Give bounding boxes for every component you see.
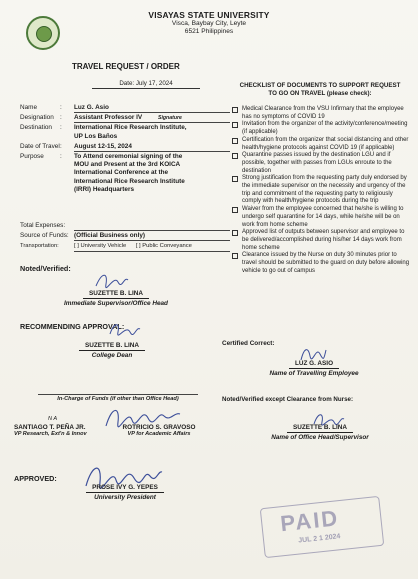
funds-in-charge-label: In-Charge of Funds (if other than Office Head)	[38, 394, 198, 402]
paid-stamp	[260, 496, 385, 558]
address-line-2: 6521 Philippines	[184, 28, 234, 35]
certified-correct-label: Certified Correct:	[222, 340, 275, 347]
transport-public-conveyance[interactable]: [ ] Public Conveyance	[135, 243, 192, 250]
document-title: TRAVEL REQUEST / ORDER	[72, 62, 180, 71]
designation-row: Designation : Assistant Professor IV Signature	[20, 114, 230, 123]
name-value: Luz G. Asio	[74, 104, 230, 113]
purpose-line-5: (IRRI) Headquarters	[74, 185, 135, 193]
checkbox[interactable]	[232, 230, 238, 236]
expenses-row	[20, 222, 230, 231]
purpose-label: Purpose	[20, 153, 44, 161]
name-row: Name : Luz G. Asio	[20, 104, 230, 113]
paid-stamp-date: JUL 2 1 2024	[297, 533, 341, 545]
checkbox[interactable]	[232, 176, 238, 182]
certified-signer-name: LUZ G. ASIO	[289, 360, 339, 369]
checkbox[interactable]	[232, 207, 238, 213]
recommending-approval-label: RECOMMENDING APPROVAL:	[20, 322, 125, 331]
purpose-line-2: MOU and Present at the 3rd KOICA	[74, 161, 181, 169]
certified-signer	[262, 360, 366, 377]
checklist-item: Strong justification from the requesting party duly endorsed by the immediate supervisor on the necessity and urgency of the trip and commitment of the requesting party to religiously comply with health/hygiene protocols during the trip	[232, 175, 410, 206]
checklist-item: Approved list of outputs between supervisor and employee to be delivered/accomplished during his/her 14 days work from home scheme	[232, 229, 410, 252]
checkbox[interactable]	[232, 253, 238, 259]
date-of-travel-value: August 12-15, 2024	[74, 143, 230, 152]
checklist-item: Quarantine passes issued by the destination LGU and if possible, together with passes from LGUs enroute to the destination	[232, 152, 410, 175]
destination-label: Destination	[20, 124, 52, 132]
noted-except-signer	[260, 424, 380, 441]
university-name: VISAYAS STATE UNIVERSITY	[148, 10, 270, 20]
documents-checklist	[232, 106, 410, 275]
noted-signer	[56, 290, 176, 307]
purpose-row: Purpose : To Attend ceremonial signing of the MOU and Present at the 3rd KOICA International Conference at the International Rice Research Institute (IRRI) Headquarters	[20, 153, 230, 194]
vp-academic-signer	[112, 424, 206, 437]
checkbox[interactable]	[232, 138, 238, 144]
signature-scribble	[108, 320, 142, 338]
checkbox[interactable]	[232, 153, 238, 159]
transport-university-vehicle[interactable]: [ ] University Vehicle	[74, 243, 127, 250]
designation-value	[74, 114, 230, 123]
travel-form	[20, 104, 230, 252]
vp-research-name: SANTIAGO T. PEÑA JR.	[14, 424, 86, 431]
designation-label: Designation	[20, 114, 54, 122]
recommending-signer-name: SUZETTE B. LINA	[79, 342, 145, 351]
checklist-item: Invitation from the organizer of the activity/conference/meeting (if applicable)	[232, 121, 410, 136]
approved-signer	[70, 484, 180, 501]
name-label: Name	[20, 104, 38, 111]
checklist-item: Waiver from the employee concerned that he/she is willing to undergo self quarantine for 14 days, while he/she will be on work from home scheme	[232, 206, 410, 229]
purpose-line-4: International Rice Research Institute	[74, 177, 185, 185]
funds-na: N A	[48, 416, 58, 422]
source-row	[20, 232, 230, 241]
checklist-title	[238, 82, 402, 98]
checklist-item: Clearance issued by the Nurse on duty 30 minutes prior to travel should be submitted to the guard on duty before allowing vehicle to go out of campus	[232, 252, 410, 275]
source-value: (Official Business only)	[74, 232, 230, 241]
source-label: Source of Funds:	[20, 232, 69, 240]
vp-academic-name: ROTRICIO S. GRAVOSO	[122, 424, 196, 431]
vp-academic-title: VP for Academic Affairs	[127, 431, 191, 437]
paid-stamp-word: PAID	[279, 505, 341, 537]
date-of-travel-row: Date of Travel : August 12-15, 2024	[20, 143, 230, 152]
checklist-title-line-1: CHECKLIST OF DOCUMENTS TO SUPPORT REQUEST	[239, 82, 401, 89]
signature-label: Signature	[157, 115, 182, 122]
certified-signer-title: Name of Travelling Employee	[269, 370, 359, 377]
noted-signer-title: Immediate Supervisor/Office Head	[64, 300, 168, 307]
date-of-travel-label: Date of Travel	[20, 142, 60, 150]
noted-verified-label: Noted/Verified:	[20, 264, 71, 273]
destination-row: Destination : International Rice Research Institute, UP Los Baños	[20, 124, 230, 140]
checklist-title-line-2: TO GO ON TRAVEL (please check):	[268, 90, 372, 97]
approved-signer-name: PROSE IVY G. YEPES	[86, 484, 164, 493]
noted-except-label: Noted/Verified except Clearance from Nurse:	[222, 396, 354, 403]
letterhead	[0, 10, 418, 36]
checkbox[interactable]	[232, 122, 238, 128]
approved-signer-title: University President	[94, 494, 156, 501]
checklist-item: Medical Clearance from the VSU Infirmary that the employee has no symptoms of COVID 19	[232, 106, 410, 121]
purpose-line-1: To Attend ceremonial signing of the	[74, 153, 183, 161]
noted-signer-name: SUZETTE B. LINA	[83, 290, 149, 299]
address-line-1: Visca, Baybay City, Leyte	[171, 20, 247, 27]
noted-except-title: Name of Office Head/Supervisor	[271, 434, 369, 441]
signature-scribble	[94, 270, 130, 290]
expenses-label: Total Expenses:	[20, 222, 66, 230]
purpose-line-3: International Conference at the	[74, 169, 169, 177]
transport-row	[20, 242, 230, 251]
expenses-value	[74, 222, 230, 231]
designation-text: Assistant Professor IV	[74, 114, 143, 122]
approved-label: APPROVED:	[14, 474, 57, 483]
request-date: Date: July 17, 2024	[92, 80, 200, 89]
destination-line-1: International Rice Research Institute,	[74, 124, 187, 132]
transport-label: Transportation:	[20, 243, 59, 250]
checkbox[interactable]	[232, 107, 238, 113]
destination-line-2: UP Los Baños	[74, 132, 118, 140]
checklist-item: Certification from the organizer that social distancing and other health/hygiene protocols against COVID 19 (if applicable)	[232, 137, 410, 152]
recommending-signer	[62, 342, 162, 359]
vp-research-title: VP Research, Ext'n & Innov	[14, 431, 87, 437]
noted-except-name: SUZETTE B. LINA	[287, 424, 353, 433]
vp-research-signer	[14, 424, 110, 437]
recommending-signer-title: College Dean	[91, 352, 133, 359]
